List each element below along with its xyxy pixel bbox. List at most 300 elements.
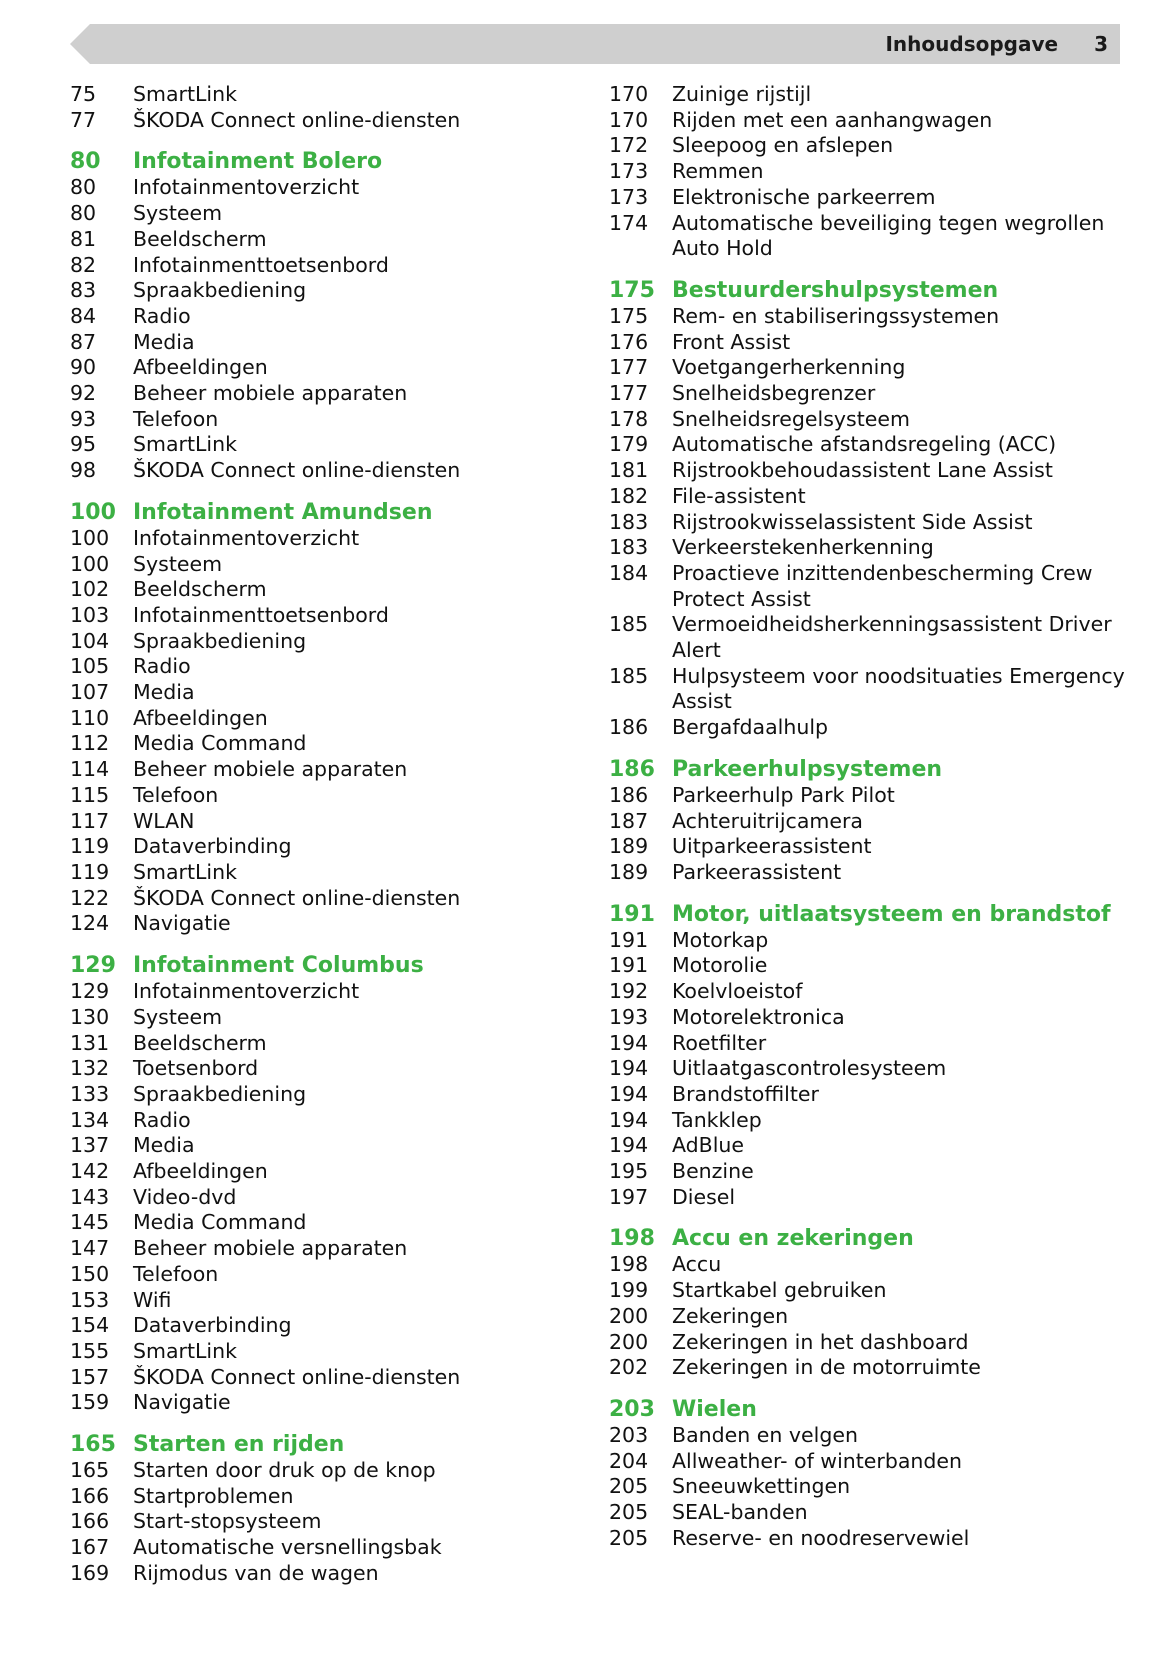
toc-page-number: 193 [609, 1004, 649, 1029]
toc-entry[interactable] [70, 355, 540, 381]
toc-page-number: 98 [70, 458, 97, 483]
toc-title: Voetgangerherkenning [672, 355, 906, 380]
toc-section-heading[interactable] [609, 277, 1129, 304]
toc-title: Zuinige rijstijl [672, 82, 812, 106]
toc-page-number: 173 [609, 184, 649, 209]
toc-entry[interactable] [70, 381, 540, 407]
toc-title: Automatische versnellingsbak [133, 1535, 442, 1560]
toc-entry[interactable] [70, 1535, 540, 1561]
toc-page-number: 131 [70, 1030, 110, 1055]
toc-page-number: 145 [70, 1210, 110, 1235]
toc-entry[interactable] [70, 175, 540, 201]
toc-entry[interactable] [609, 1423, 1129, 1449]
toc-page-number: 83 [70, 278, 97, 303]
toc-entry[interactable] [70, 1313, 540, 1339]
toc-page-number: 154 [70, 1313, 110, 1338]
toc-title: Brandstoffilter [672, 1081, 819, 1106]
toc-title: Beeldscherm [133, 1030, 267, 1055]
toc-entry[interactable] [70, 731, 540, 757]
toc-entry[interactable] [70, 654, 540, 680]
toc-page-number: 202 [609, 1355, 649, 1380]
toc-entry[interactable] [609, 1278, 1129, 1304]
toc-title: Media [133, 1133, 195, 1158]
toc-page-number: 93 [70, 406, 97, 431]
toc-section-heading[interactable] [609, 1225, 1129, 1252]
toc-title: Tankklep [672, 1107, 762, 1132]
toc-page-number: 194 [609, 1133, 649, 1158]
toc-title: Koelvloeistof [672, 979, 803, 1004]
toc-title: Infotainment Amundsen [133, 499, 433, 525]
toc-section-heading[interactable] [70, 952, 540, 979]
toc-title: Infotainmentoverzicht [133, 525, 360, 550]
toc-entry[interactable] [70, 108, 540, 134]
toc-title: Roetfilter [672, 1030, 767, 1055]
toc-title: Spraakbediening [133, 1081, 307, 1106]
toc-title: Snelheidsregelsysteem [672, 406, 910, 431]
toc-page-number: 102 [70, 577, 110, 602]
toc-page-number: 189 [609, 859, 649, 884]
toc-page-number: 133 [70, 1081, 110, 1106]
toc-title: Systeem [133, 1004, 223, 1029]
toc-entry[interactable] [70, 979, 540, 1005]
toc-entry[interactable] [609, 664, 1129, 715]
toc-entry[interactable] [70, 330, 540, 356]
toc-title: Automatische beveiliging tegen wegrollen Auto Hold [672, 210, 1105, 261]
toc-page-number: 115 [70, 782, 110, 807]
toc-title: Telefoon [133, 1261, 219, 1286]
toc-section-heading[interactable] [70, 499, 540, 526]
toc-entry[interactable] [609, 330, 1129, 356]
toc-title: ŠKODA Connect online-diensten [133, 107, 461, 132]
toc-title: Wifi [133, 1287, 172, 1312]
toc-title: Elektronische parkeerrem [672, 184, 936, 209]
toc-entry[interactable] [609, 1304, 1129, 1330]
toc-title: Zekeringen in de motorruimte [672, 1355, 981, 1380]
toc-page-number: 81 [70, 226, 97, 251]
toc-page-number: 203 [609, 1422, 649, 1447]
toc-title: Allweather- of winterbanden [672, 1448, 963, 1473]
toc-title: Infotainment Bolero [133, 149, 383, 175]
toc-right-column [609, 82, 1129, 1551]
toc-entry[interactable] [70, 552, 540, 578]
toc-entry[interactable] [609, 1526, 1129, 1552]
toc-entry[interactable] [70, 1133, 540, 1159]
toc-entry[interactable] [70, 1082, 540, 1108]
toc-title: Starten door druk op de knop [133, 1458, 436, 1483]
toc-entry[interactable] [609, 484, 1129, 510]
toc-title: Motorelektronica [672, 1004, 845, 1029]
toc-title: Infotainmentoverzicht [133, 175, 360, 200]
toc-page-number: 192 [609, 979, 649, 1004]
toc-page-number: 183 [609, 509, 649, 534]
toc-entry[interactable] [70, 1236, 540, 1262]
toc-page-number: 155 [70, 1338, 110, 1363]
toc-title: Afbeeldingen [133, 705, 268, 730]
toc-title: Uitparkeerassistent [672, 834, 872, 859]
toc-entry[interactable] [70, 809, 540, 835]
toc-title: Telefoon [133, 406, 219, 431]
toc-title: Motorolie [672, 953, 768, 978]
toc-page-number: 114 [70, 757, 110, 782]
toc-entry[interactable] [609, 1133, 1129, 1159]
toc-entry[interactable] [70, 227, 540, 253]
toc-entry[interactable] [609, 860, 1129, 886]
toc-entry[interactable] [70, 1210, 540, 1236]
toc-title: WLAN [133, 808, 195, 833]
toc-entry[interactable] [70, 1458, 540, 1484]
toc-page-number: 205 [609, 1525, 649, 1550]
toc-title: Zekeringen in het dashboard [672, 1329, 969, 1354]
toc-title: ŠKODA Connect online-diensten [133, 458, 461, 483]
toc-entry[interactable] [70, 278, 540, 304]
toc-entry[interactable] [70, 1561, 540, 1587]
toc-title: Media Command [133, 1210, 307, 1235]
toc-page-number: 95 [70, 432, 97, 457]
toc-entry[interactable] [70, 1509, 540, 1535]
toc-entry[interactable] [70, 1262, 540, 1288]
toc-page-number: 185 [609, 612, 649, 637]
toc-entry[interactable] [70, 1031, 540, 1057]
toc-title: Beeldscherm [133, 226, 267, 251]
toc-title: Navigatie [133, 1390, 231, 1415]
toc-title: Parkeerhulp Park Pilot [672, 782, 895, 807]
toc-entry[interactable] [70, 706, 540, 732]
toc-entry[interactable] [609, 510, 1129, 536]
toc-entry[interactable] [70, 886, 540, 912]
toc-title: Front Assist [672, 329, 791, 354]
toc-title: Radio [133, 303, 191, 328]
toc-entry[interactable] [609, 407, 1129, 433]
toc-title: Accu en zekeringen [672, 1226, 914, 1252]
page-number: 3 [1094, 32, 1108, 56]
toc-entry[interactable] [609, 185, 1129, 211]
toc-page-number: 204 [609, 1448, 649, 1473]
toc-title: Bestuurdershulpsystemen [672, 277, 999, 303]
toc-entry[interactable] [70, 1390, 540, 1416]
toc-entry[interactable] [70, 1056, 540, 1082]
toc-page-number: 134 [70, 1107, 110, 1132]
toc-entry[interactable] [609, 458, 1129, 484]
toc-entry[interactable] [609, 1500, 1129, 1526]
toc-title: Achteruitrijcamera [672, 808, 863, 833]
toc-page-number: 169 [70, 1560, 110, 1585]
toc-title: Uitlaatgascontrolesysteem [672, 1056, 947, 1081]
toc-title: ŠKODA Connect online-diensten [133, 1364, 461, 1389]
toc-page-number: 80 [70, 149, 101, 175]
toc-page-number: 177 [609, 355, 649, 380]
toc-page-number: 167 [70, 1535, 110, 1560]
toc-title: Motor, uitlaatsysteem en brandstof [672, 901, 1111, 927]
toc-page-number: 165 [70, 1458, 110, 1483]
toc-entry[interactable] [609, 1005, 1129, 1031]
toc-title: Systeem [133, 201, 223, 226]
toc-page-number: 186 [609, 756, 655, 782]
toc-page-number: 165 [70, 1432, 116, 1458]
toc-page-number: 195 [609, 1159, 649, 1184]
toc-title: Spraakbediening [133, 628, 307, 653]
toc-title: SmartLink [133, 1338, 237, 1363]
toc-page-number: 119 [70, 859, 110, 884]
toc-title: Infotainmenttoetsenbord [133, 252, 389, 277]
page-header [885, 24, 1108, 64]
toc-page-number: 80 [70, 201, 97, 226]
toc-page-number: 203 [609, 1396, 655, 1422]
toc-page-number: 132 [70, 1056, 110, 1081]
toc-section-heading[interactable] [609, 901, 1129, 928]
toc-entry[interactable] [70, 1288, 540, 1314]
toc-entry[interactable] [70, 1365, 540, 1391]
toc-title: ŠKODA Connect online-diensten [133, 885, 461, 910]
toc-page-number: 197 [609, 1184, 649, 1209]
toc-entry[interactable] [70, 783, 540, 809]
toc-title: Vermoeidheidsherkenningsassistent Driver Alert [672, 612, 1112, 663]
toc-entry[interactable] [609, 1185, 1129, 1211]
toc-title: Beheer mobiele apparaten [133, 757, 408, 782]
toc-entry[interactable] [609, 928, 1129, 954]
toc-entry[interactable] [609, 211, 1129, 262]
toc-title: Motorkap [672, 927, 769, 952]
toc-entry[interactable] [609, 1474, 1129, 1500]
toc-title: Afbeeldingen [133, 355, 268, 380]
toc-page-number: 130 [70, 1004, 110, 1029]
toc-entry[interactable] [609, 612, 1129, 663]
toc-entry[interactable] [70, 526, 540, 552]
toc-title: Media [133, 329, 195, 354]
toc-entry[interactable] [609, 1355, 1129, 1381]
toc-entry[interactable] [70, 860, 540, 886]
toc-page-number: 172 [609, 133, 649, 158]
toc-entry[interactable] [609, 108, 1129, 134]
toc-entry[interactable] [70, 1159, 540, 1185]
toc-entry[interactable] [70, 629, 540, 655]
toc-page-number: 200 [609, 1329, 649, 1354]
toc-entry[interactable] [609, 82, 1129, 108]
toc-entry[interactable] [70, 1339, 540, 1365]
toc-entry[interactable] [609, 1330, 1129, 1356]
toc-page-number: 200 [609, 1303, 649, 1328]
toc-page-number: 186 [609, 715, 649, 740]
toc-title: Media [133, 680, 195, 705]
toc-title: Rijstrookwisselassistent Side Assist [672, 509, 1033, 534]
toc-entry[interactable] [70, 1484, 540, 1510]
toc-entry[interactable] [609, 535, 1129, 561]
toc-page-number: 170 [609, 82, 649, 106]
toc-entry[interactable] [70, 834, 540, 860]
toc-title: Start-stopsysteem [133, 1509, 322, 1534]
toc-page-number: 107 [70, 680, 110, 705]
toc-page-number: 173 [609, 159, 649, 184]
toc-page-number: 80 [70, 175, 97, 200]
toc-title: Parkeerassistent [672, 859, 842, 884]
toc-title: Verkeerstekenherkenning [672, 535, 934, 560]
toc-page-number: 191 [609, 927, 649, 952]
toc-page-number: 199 [609, 1278, 649, 1303]
toc-page-number: 157 [70, 1364, 110, 1389]
toc-title: Radio [133, 654, 191, 679]
toc-title: Systeem [133, 551, 223, 576]
toc-page-number: 181 [609, 458, 649, 483]
toc-title: SmartLink [133, 82, 237, 106]
toc-title: Afbeeldingen [133, 1159, 268, 1184]
toc-entry[interactable] [609, 953, 1129, 979]
toc-entry[interactable] [609, 1082, 1129, 1108]
toc-entry[interactable] [609, 979, 1129, 1005]
toc-entry[interactable] [609, 715, 1129, 741]
toc-page-number: 176 [609, 329, 649, 354]
toc-page-number: 147 [70, 1236, 110, 1261]
toc-section-heading[interactable] [70, 148, 540, 175]
toc-title: Diesel [672, 1184, 736, 1209]
toc-section-heading[interactable] [609, 1396, 1129, 1423]
toc-title: Sneeuwkettingen [672, 1474, 851, 1499]
toc-page-number: 166 [70, 1509, 110, 1534]
toc-title: Snelheidsbegrenzer [672, 381, 876, 406]
toc-entry[interactable] [70, 603, 540, 629]
toc-page-number: 174 [609, 210, 649, 235]
toc-page-number: 186 [609, 782, 649, 807]
toc-entry[interactable] [609, 834, 1129, 860]
toc-title: Beheer mobiele apparaten [133, 381, 408, 406]
toc-entry[interactable] [70, 680, 540, 706]
toc-entry[interactable] [609, 381, 1129, 407]
toc-page-number: 129 [70, 953, 116, 979]
toc-entry[interactable] [609, 1108, 1129, 1134]
toc-entry[interactable] [70, 407, 540, 433]
toc-page-number: 105 [70, 654, 110, 679]
toc-page-number: 185 [609, 663, 649, 688]
toc-page-number: 194 [609, 1107, 649, 1132]
toc-title: Telefoon [133, 782, 219, 807]
toc-page-number: 205 [609, 1500, 649, 1525]
toc-entry[interactable] [70, 1005, 540, 1031]
toc-page-number: 87 [70, 329, 97, 354]
toc-title: Rem- en stabiliseringssystemen [672, 303, 1000, 328]
toc-title: Startkabel gebruiken [672, 1278, 887, 1303]
page-title: Inhoudsopgave [885, 32, 1059, 56]
toc-entry[interactable] [70, 201, 540, 227]
toc-entry[interactable] [70, 911, 540, 937]
toc-title: Reserve- en noodreservewiel [672, 1525, 970, 1550]
toc-page-number: 75 [70, 82, 97, 106]
toc-entry[interactable] [70, 577, 540, 603]
toc-title: Wielen [672, 1396, 757, 1422]
toc-page-number: 112 [70, 731, 110, 756]
toc-title: Automatische afstandsregeling (ACC) [672, 432, 1057, 457]
toc-title: Parkeerhulpsystemen [672, 756, 943, 782]
toc-title: SEAL-banden [672, 1500, 808, 1525]
toc-section-heading[interactable] [70, 1431, 540, 1458]
toc-page-number: 143 [70, 1184, 110, 1209]
toc-page-number: 205 [609, 1474, 649, 1499]
toc-page-number: 159 [70, 1390, 110, 1415]
toc-page-number: 103 [70, 602, 110, 627]
toc-entry[interactable] [609, 1449, 1129, 1475]
toc-entry[interactable] [609, 1159, 1129, 1185]
toc-page-number: 178 [609, 406, 649, 431]
toc-page-number: 124 [70, 911, 110, 936]
toc-entry[interactable] [70, 253, 540, 279]
toc-page-number: 92 [70, 381, 97, 406]
toc-page-number: 90 [70, 355, 97, 380]
toc-title: Navigatie [133, 911, 231, 936]
toc-entry[interactable] [70, 82, 540, 108]
toc-page-number: 129 [70, 979, 110, 1004]
toc-page-number: 122 [70, 885, 110, 910]
toc-entry[interactable] [70, 432, 540, 458]
toc-title: Beeldscherm [133, 577, 267, 602]
toc-title: Bergafdaalhulp [672, 715, 829, 740]
toc-title: Beheer mobiele apparaten [133, 1236, 408, 1261]
toc-entry[interactable] [609, 304, 1129, 330]
toc-page-number: 119 [70, 834, 110, 859]
toc-page-number: 153 [70, 1287, 110, 1312]
toc-title: Spraakbediening [133, 278, 307, 303]
toc-entry[interactable] [609, 1031, 1129, 1057]
toc-page-number: 189 [609, 834, 649, 859]
toc-page-number: 117 [70, 808, 110, 833]
toc-title: Starten en rijden [133, 1432, 345, 1458]
toc-title: Media Command [133, 731, 307, 756]
toc-page-number: 137 [70, 1133, 110, 1158]
toc-page-number: 182 [609, 483, 649, 508]
toc-entry[interactable] [70, 1108, 540, 1134]
toc-title: Rijmodus van de wagen [133, 1560, 379, 1585]
toc-page-number: 82 [70, 252, 97, 277]
toc-page-number: 77 [70, 107, 97, 132]
toc-title: Toetsenbord [133, 1056, 259, 1081]
toc-title: Rijden met een aanhangwagen [672, 107, 993, 132]
toc-page-number: 170 [609, 107, 649, 132]
toc-title: SmartLink [133, 859, 237, 884]
toc-entry[interactable] [609, 133, 1129, 159]
toc-title: SmartLink [133, 432, 237, 457]
toc-page-number: 100 [70, 525, 110, 550]
toc-page-number: 191 [609, 953, 649, 978]
toc-entry[interactable] [609, 355, 1129, 381]
toc-page-number: 100 [70, 551, 110, 576]
toc-entry[interactable] [609, 561, 1129, 612]
toc-title: Radio [133, 1107, 191, 1132]
toc-page-number: 150 [70, 1261, 110, 1286]
toc-title: Dataverbinding [133, 834, 292, 859]
toc-entry[interactable] [609, 1252, 1129, 1278]
toc-entry[interactable] [70, 757, 540, 783]
toc-entry[interactable] [609, 783, 1129, 809]
toc-title: Banden en velgen [672, 1422, 858, 1447]
toc-title: Rijstrookbehoudassistent Lane Assist [672, 458, 1053, 483]
toc-entry[interactable] [609, 1056, 1129, 1082]
toc-entry[interactable] [609, 432, 1129, 458]
toc-page-number: 104 [70, 628, 110, 653]
toc-page-number: 175 [609, 303, 649, 328]
toc-title: Infotainmenttoetsenbord [133, 602, 389, 627]
toc-entry[interactable] [609, 809, 1129, 835]
toc-title: Video-dvd [133, 1184, 237, 1209]
toc-entry[interactable] [609, 159, 1129, 185]
toc-title: Proactieve inzittendenbescherming Crew Protect Assist [672, 560, 1093, 611]
toc-title: Dataverbinding [133, 1313, 292, 1338]
toc-entry[interactable] [70, 458, 540, 484]
toc-title: Startproblemen [133, 1483, 294, 1508]
toc-title: Infotainment Columbus [133, 953, 424, 979]
toc-title: Accu [672, 1252, 722, 1277]
toc-page-number: 194 [609, 1030, 649, 1055]
toc-page-number: 175 [609, 277, 655, 303]
toc-entry[interactable] [70, 1185, 540, 1211]
toc-page-number: 166 [70, 1483, 110, 1508]
toc-entry[interactable] [70, 304, 540, 330]
toc-section-heading[interactable] [609, 756, 1129, 783]
